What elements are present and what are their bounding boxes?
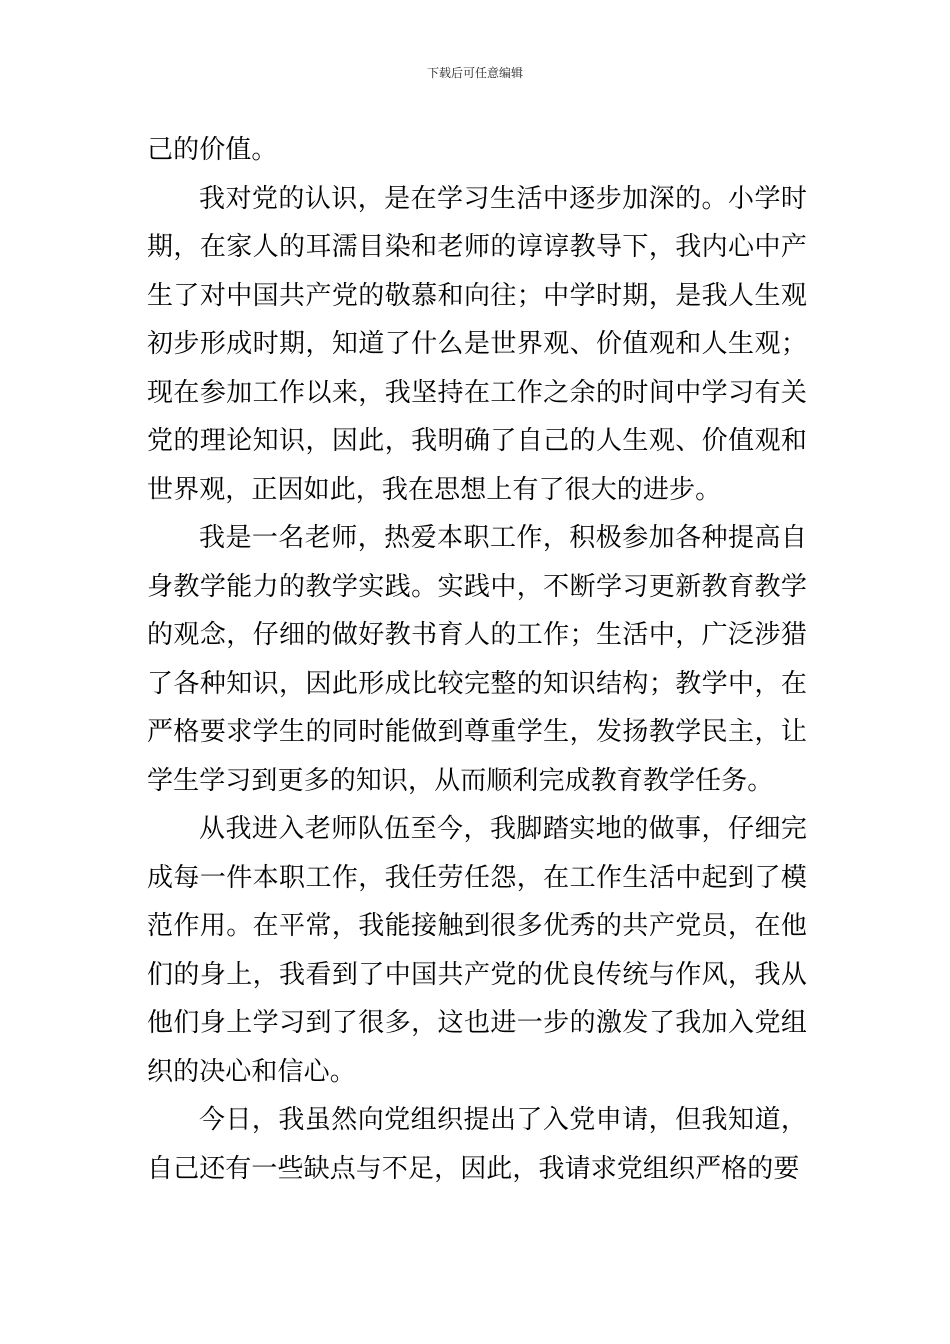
paragraph-teacher-work: 我是一名老师，热爱本职工作，积极参加各种提高自身教学能力的教学实践。实践中，不断学习更新教育教学的观念，仔细的做好教书育人的工作；生活中，广泛涉猎了各种知识，因此形成比较完整的知识结构；教学中，在严格要求学生的同时能做到尊重学生，发扬教学民主，让学生学习到更多的知识，从而顺利完成教育教学任务。 xyxy=(147,523,807,796)
paragraph-application: 今日，我虽然向党组织提出了入党申请，但我知道，自己还有一些缺点与不足，因此，我请求党组织严格的要 xyxy=(147,1105,807,1184)
paragraph-party-understanding: 我对党的认识，是在学习生活中逐步加深的。小学时期，在家人的耳濡目染和老师的谆谆教导下，我内心中产生了对中国共产党的敬慕和向往；中学时期，是我人生观初步形成时期，知道了什么是世界观、价值观和人生观；现在参加工作以来，我坚持在工作之余的时间中学习有关党的理论知识，因此，我明确了自己的人生观、价值观和世界观，正因如此，我在思想上有了很大的进步。 xyxy=(147,183,807,505)
paragraph-role-model: 从我进入老师队伍至今，我脚踏实地的做事，仔细完成每一件本职工作，我任劳任怨，在工作生活中起到了模范作用。在平常，我能接触到很多优秀的共产党员，在他们的身上，我看到了中国共产党的优良传统与作风，我从他们身上学习到了很多，这也进一步的激发了我加入党组织的决心和信心。 xyxy=(147,814,807,1087)
download-note: 下载后可任意编辑 xyxy=(426,66,523,80)
document-body xyxy=(147,126,807,1193)
paragraph-continuation: 己的价值。 xyxy=(147,135,278,165)
